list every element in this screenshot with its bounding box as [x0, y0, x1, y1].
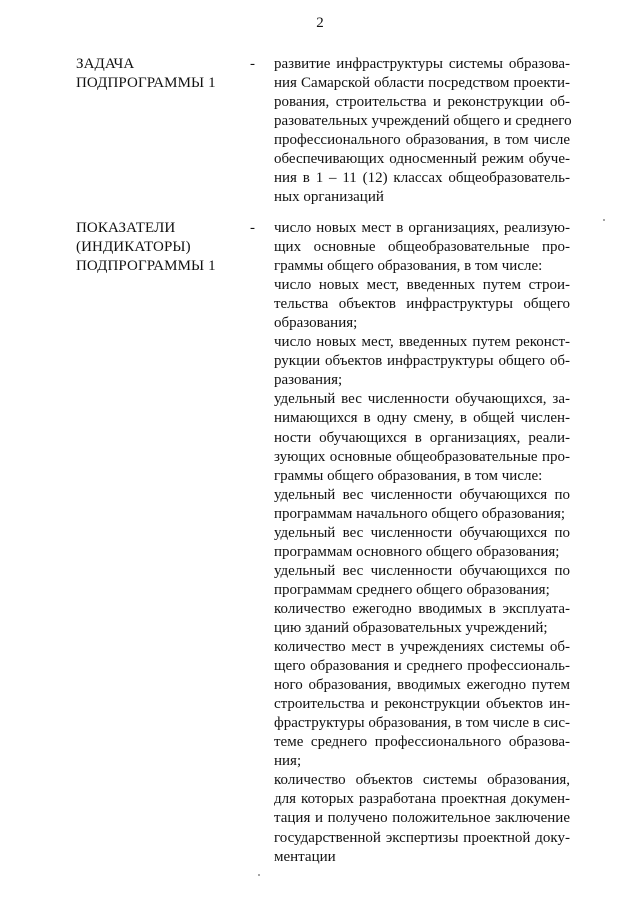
text-line: рования, строительства и реконструкции об- — [274, 94, 570, 111]
text-line: программам начального общего образования; — [274, 505, 566, 522]
text-line: количество мест в учреждениях системы об- — [274, 639, 570, 656]
text-line: нимающихся в одну смену, в общей числен- — [274, 410, 570, 427]
dash-separator: - — [250, 220, 255, 236]
text-line: ных организаций — [274, 189, 384, 206]
text-line: программам среднего общего образования; — [274, 581, 550, 598]
text-line: развитие инфраструктуры системы образова- — [274, 56, 570, 72]
text-line: ния; — [274, 753, 302, 770]
text-line: ния Самарской области посредством проекти- — [274, 75, 570, 92]
section-text — [274, 55, 570, 207]
scan-speck — [603, 219, 605, 221]
text-line: удельный вес численности обучающихся по — [274, 524, 570, 541]
section-text — [274, 219, 570, 867]
text-line: рукции объектов инфраструктуры общего об- — [274, 353, 570, 370]
text-line: тация и получено положительное заключение — [274, 810, 570, 827]
text-line: щих основные общеобразовательные про- — [274, 239, 570, 256]
text-line: образования; — [274, 315, 358, 332]
label-line: ПОКАЗАТЕЛИ — [76, 220, 176, 236]
label-line: ПОДПРОГРАММЫ 1 — [76, 258, 216, 274]
scan-speck — [258, 874, 260, 876]
text-line: государственной экспертизы проектной доку- — [274, 829, 570, 846]
text-line: количество ежегодно вводимых в эксплуата- — [274, 600, 570, 617]
section-label — [76, 219, 236, 276]
text-line: ности обучающихся в организациях, реали- — [274, 429, 570, 446]
text-line: ментации — [274, 848, 336, 865]
text-line: теме среднего профессионального образова- — [274, 734, 570, 751]
label-line: ЗАДАЧА — [76, 56, 135, 72]
text-line: зующих основные общеобразовательные про- — [274, 448, 570, 465]
text-line: число новых мест, введенных путем реконст- — [274, 334, 570, 351]
label-line: ПОДПРОГРАММЫ 1 — [76, 75, 216, 91]
text-line: ного образования, вводимых ежегодно путем — [274, 677, 570, 694]
text-line: разования; — [274, 372, 343, 389]
text-line: профессионального образования, в том числе — [274, 132, 570, 149]
text-line: число новых мест в организациях, реализую- — [274, 220, 570, 236]
page-number: 2 — [316, 15, 324, 31]
section-label — [76, 55, 236, 93]
text-line: удельный вес численности обучающихся, за- — [274, 391, 570, 408]
text-line: строительства и реконструкции объектов ин- — [274, 696, 570, 713]
text-line: удельный вес численности обучающихся по — [274, 562, 570, 579]
text-line: щего образования и среднего профессиональ- — [274, 658, 570, 675]
text-line: ния в 1 – 11 (12) классах общеобразователь- — [274, 170, 570, 187]
text-line: количество объектов системы образования, — [274, 772, 570, 789]
text-line: разовательных учреждений общего и среднего — [274, 113, 572, 130]
text-line: фраструктуры образования, в том числе в сис- — [274, 715, 570, 732]
text-line: удельный вес численности обучающихся по — [274, 486, 570, 503]
text-line: тельства объектов инфраструктуры общего — [274, 296, 570, 313]
text-line: цию зданий образовательных учреждений; — [274, 619, 548, 636]
text-line: число новых мест, введенных путем строи- — [274, 277, 570, 294]
dash-separator: - — [250, 56, 255, 72]
label-line: (ИНДИКАТОРЫ) — [76, 239, 191, 255]
text-line: для которых разработана проектная докумен- — [274, 791, 570, 808]
text-line: программам основного общего образования; — [274, 543, 560, 560]
text-line: граммы общего образования, в том числе: — [274, 258, 543, 275]
text-line: граммы общего образования, в том числе: — [274, 467, 543, 484]
text-line: обеспечивающих односменный режим обуче- — [274, 151, 570, 168]
